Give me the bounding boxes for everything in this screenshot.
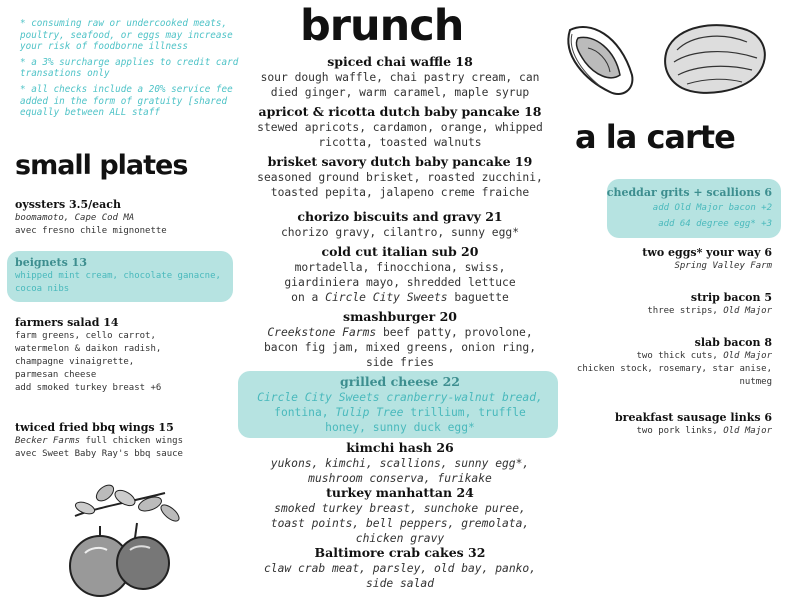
item-cheddar-grits [542, 185, 772, 231]
item-beignets [15, 256, 245, 296]
item-slab-bacon [542, 335, 772, 389]
item-desc: toast points, bell peppers, gremolata, [270, 517, 530, 530]
item-oysters [15, 198, 245, 238]
item-name: beignets 13 [15, 256, 87, 269]
item-desc: seasoned ground brisket, roasted zucchini, [257, 171, 543, 184]
item-name: strip bacon 5 [690, 291, 772, 304]
item-turkey-manhattan [240, 485, 560, 546]
item-desc: watermelon & daikon radish, [15, 344, 162, 354]
item-chorizo-biscuits [240, 209, 560, 240]
desc-pre: two pork links, [636, 426, 724, 436]
item-chai-waffle [240, 54, 560, 100]
desc-post: trillium, truffle [403, 406, 526, 419]
item-name: smashburger 20 [343, 309, 457, 324]
item-desc: mortadella, finocchiona, swiss, [294, 261, 506, 274]
item-desc-rest: full chicken wings [80, 436, 183, 446]
farm-name: Tulip Tree [335, 406, 404, 419]
item-desc [240, 290, 560, 305]
desc-rest: beef patty, provolone, [376, 326, 533, 339]
item-desc: Circle City Sweets cranberry-walnut bread, [257, 391, 543, 404]
item-name: turkey manhattan 24 [326, 485, 474, 500]
item-desc: side salad [365, 577, 434, 590]
item-smashburger [240, 309, 560, 370]
desc-pre: fontina, [274, 406, 336, 419]
farm-name: Old Major [723, 306, 772, 316]
desc-post: baguette [447, 291, 509, 304]
item-desc: stewed apricots, cardamon, orange, whipped [257, 121, 543, 134]
item-name: Baltimore crab cakes 32 [314, 545, 486, 560]
item-name: farmers salad 14 [15, 316, 119, 329]
item-desc: avec Sweet Baby Ray's bbq sauce [15, 449, 183, 459]
item-desc: chicken stock, rosemary, star anise, [576, 364, 772, 374]
desc-pre: two thick cuts, [636, 351, 724, 361]
item-name: cheddar grits + scallions 6 [606, 186, 772, 199]
small-plates-title: small plates [15, 150, 188, 181]
farm-name: Creekstone Farms [267, 326, 377, 339]
item-cold-cut-sub [240, 244, 560, 305]
item-desc: side fries [365, 356, 434, 369]
note-surcharge: * a 3% surcharge applies to credit card transations only [20, 56, 239, 80]
item-desc: nutmeg [739, 377, 772, 387]
apples-branch-icon [55, 478, 190, 600]
item-name: slab bacon 8 [694, 336, 772, 349]
item-desc [542, 305, 772, 318]
item-desc: Spring Valley Farm [674, 261, 772, 271]
note-service-fee: * all checks include a 20% service fee added in the form of gratuity [shared equally between ALL staff [20, 83, 233, 119]
item-two-eggs [542, 245, 772, 273]
item-name: breakfast sausage links 6 [614, 411, 772, 424]
item-desc: yukons, kimchi, scallions, sunny egg*, [270, 457, 530, 470]
item-desc [542, 425, 772, 438]
item-desc: toasted pepita, jalapeno creme fraiche [270, 186, 530, 199]
item-desc: avec fresno chile mignonette [15, 226, 167, 236]
desc-pre: on a [291, 291, 326, 304]
item-sausage-links [542, 410, 772, 438]
farm-name: Becker Farms [15, 436, 81, 446]
item-desc: boomamoto, Cape Cod MA [15, 213, 135, 223]
item-apricot-pancake [240, 104, 560, 150]
item-name: cold cut italian sub 20 [321, 244, 479, 259]
item-bbq-wings [15, 421, 245, 461]
item-strip-bacon [542, 290, 772, 318]
item-name: twiced fried bbq wings 15 [15, 421, 174, 434]
item-name: oyssters 3.5/each [15, 198, 121, 211]
item-name: brisket savory dutch baby pancake 19 [267, 154, 533, 169]
item-desc: chorizo gravy, cilantro, sunny egg* [280, 226, 520, 239]
item-grilled-cheese [240, 374, 560, 435]
item-name: two eggs* your way 6 [642, 246, 772, 259]
item-desc: bacon fig jam, mixed greens, onion ring, [263, 341, 537, 354]
item-kimchi-hash [240, 440, 560, 486]
item-desc: smoked turkey breast, sunchoke puree, [274, 502, 526, 515]
desc-pre: three strips, [647, 306, 724, 316]
item-desc: chicken gravy [355, 532, 445, 545]
item-brisket-pancake [240, 154, 560, 200]
item-name: grilled cheese 22 [340, 374, 460, 389]
item-name: spiced chai waffle 18 [327, 54, 473, 69]
item-desc [240, 325, 560, 340]
item-desc: ricotta, toasted walnuts [318, 136, 482, 149]
menu-notes [20, 18, 260, 123]
item-desc: champagne vinaigrette, [15, 357, 135, 367]
item-desc: giardiniera mayo, shredded lettuce [284, 276, 516, 289]
item-desc [542, 350, 772, 363]
item-desc [15, 435, 245, 448]
item-crab-cakes [240, 545, 560, 591]
item-name: chorizo biscuits and gravy 21 [297, 209, 503, 224]
item-farmers-salad [15, 316, 245, 395]
brunch-title: brunch [300, 1, 464, 51]
item-desc: farm greens, cello carrot, [15, 331, 156, 341]
bakery-name: Circle City Sweets [325, 291, 448, 304]
item-desc: sour dough waffle, chai pastry cream, can [260, 71, 540, 84]
item-name: apricot & ricotta dutch baby pancake 18 [258, 104, 542, 119]
item-desc: add 64 degree egg* +3 [658, 219, 772, 229]
oyster-shell-closed-icon [662, 20, 772, 100]
item-desc: honey, sunny duck egg* [325, 421, 475, 434]
item-desc: add smoked turkey breast +6 [15, 383, 162, 393]
item-desc: add Old Major bacon +2 [652, 203, 772, 213]
farm-name: Old Major [723, 426, 772, 436]
a-la-carte-title: a la carte [575, 118, 735, 156]
item-desc: whipped mint cream, chocolate ganacne, cocoa nibs [15, 271, 221, 294]
item-desc: claw crab meat, parsley, old bay, panko, [263, 562, 537, 575]
item-desc: parmesan cheese [15, 370, 97, 380]
item-desc: mushroom conserva, furikake [308, 472, 492, 485]
item-desc: died ginger, warm caramel, maple syrup [270, 86, 530, 99]
note-raw-food: * consuming raw or undercooked meats, poultry, seafood, or eggs may increase your risk of foodborne illness [20, 18, 233, 53]
item-desc [240, 405, 560, 420]
oyster-shell-open-icon [560, 20, 640, 100]
item-name: kimchi hash 26 [346, 440, 454, 455]
farm-name: Old Major [723, 351, 772, 361]
